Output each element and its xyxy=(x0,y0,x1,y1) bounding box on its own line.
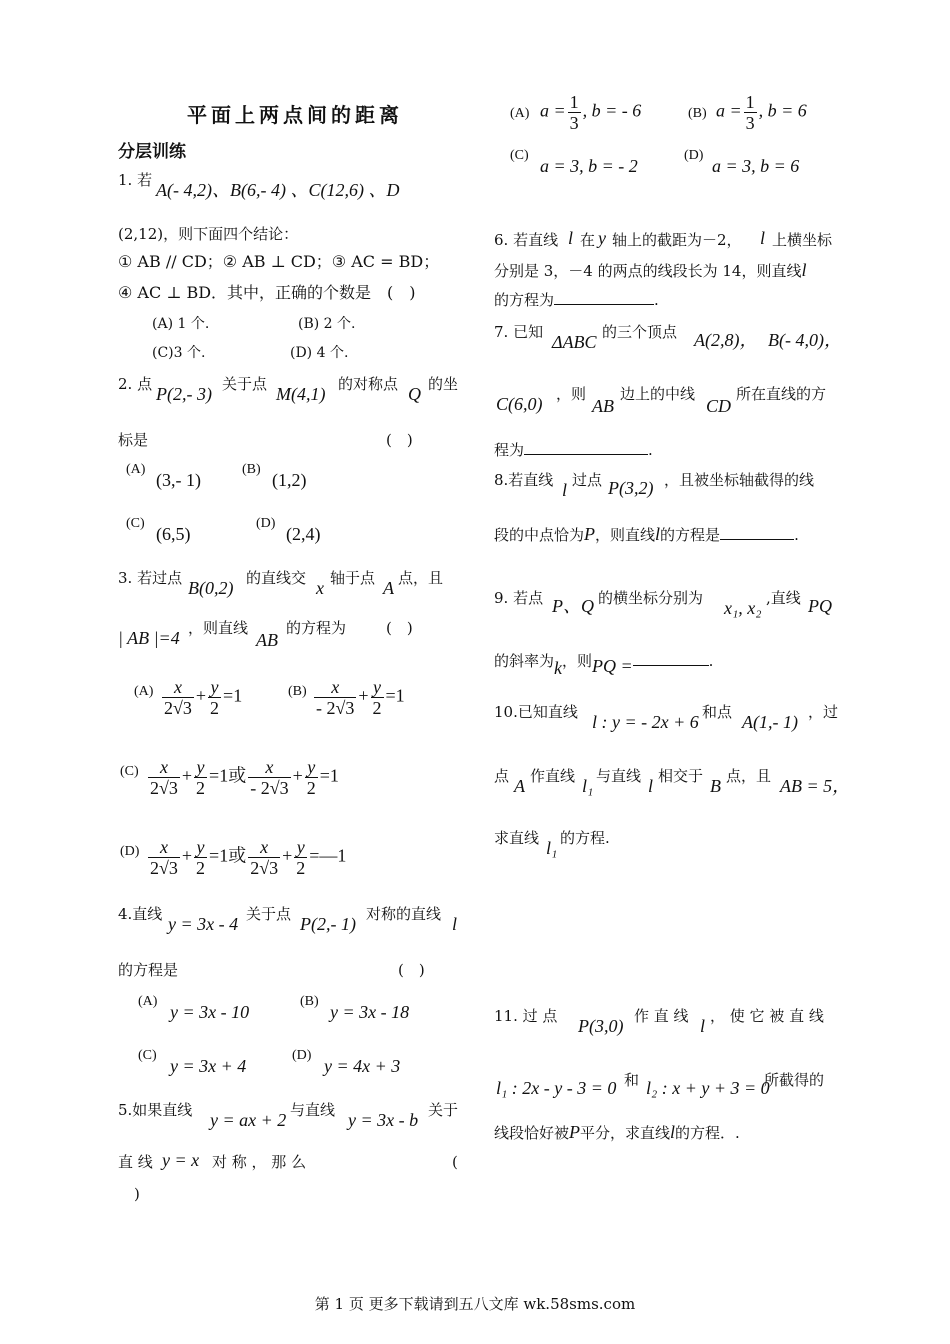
q8-p-var: P xyxy=(584,524,596,544)
q1-cont: (2,12)，则下面四个结论： xyxy=(118,225,299,243)
q5-yx: y = x xyxy=(162,1150,200,1170)
q10-line2c: 与直线 xyxy=(596,767,642,785)
q7-cd: CD xyxy=(706,396,732,416)
q7-point-b: B(- 4,0) xyxy=(768,330,824,350)
q5-p1: 5.如果直线 xyxy=(118,1101,193,1119)
q6-y: y xyxy=(598,228,606,248)
q4-option-a: y = 3x - 10 xyxy=(170,1002,250,1022)
q2-point-p: P(2,- 3) xyxy=(156,384,212,404)
q10-l1: l₁ xyxy=(582,776,594,796)
q2-p2: 关于点 xyxy=(222,375,268,393)
q6-p1: 6. 若直线 xyxy=(494,231,559,249)
q9-answer-blank[interactable] xyxy=(633,651,709,666)
q3-p4: 点，且 xyxy=(398,569,444,587)
q11-p4: 所截得的 xyxy=(764,1071,825,1089)
q3-option-c-label: (C) xyxy=(120,764,139,779)
q4-paren: ( ) xyxy=(398,961,425,979)
q11-p3: ， 使 它 被 直 线 xyxy=(710,1007,824,1025)
q7-p5: 所在直线的方 xyxy=(736,385,827,403)
q10-p2: 和点 xyxy=(702,703,733,721)
q2-option-a: (3,- 1) xyxy=(156,470,201,490)
q3-option-d: $\frac{x}{2√3}$ + $\frac{y}{2}$ =1或 $\frac{x}{2√3}$ + $\frac{y}{2}$ =—1 xyxy=(150,837,347,878)
q6-p3: 轴上的截距为－2， xyxy=(612,231,742,249)
q9-xs: x₁, x₂ xyxy=(724,598,762,618)
q11-l2-eq: l₂ : x + y + 3 = 0 xyxy=(646,1078,770,1098)
q6-answer-blank[interactable] xyxy=(554,290,654,305)
q9-p3: ,直线 xyxy=(766,589,801,607)
q4-p3: 对称的直线 xyxy=(366,905,442,923)
q5-option-c: a = 3, b = - 2 xyxy=(540,156,638,176)
q9-p1: 9. 若点 xyxy=(494,589,544,607)
q5-line2a: 直 线 xyxy=(118,1153,153,1171)
q11-p2: 作 直 线 xyxy=(634,1007,689,1025)
q4-p2: 关于点 xyxy=(246,905,292,923)
q3-abs: | AB |=4 xyxy=(118,628,180,648)
q5-option-c-label: (C) xyxy=(510,148,529,163)
q4-option-b-label: (B) xyxy=(300,994,319,1009)
q2-option-a-label: (A) xyxy=(126,462,146,477)
q11-point-p: P(3,0) xyxy=(578,1016,624,1036)
q2-p4: 的坐 xyxy=(428,375,459,393)
q4-option-c-label: (C) xyxy=(138,1048,157,1063)
q5-line2b: 对 称 ， 那 么 xyxy=(212,1153,307,1171)
q5-option-b: a = $\frac{1}{3}$ , b = 6 xyxy=(716,92,807,133)
page-title: 平面上两点间的距离 xyxy=(187,103,403,127)
q7-p1: 7. 已知 xyxy=(494,323,544,341)
q5-option-a: a = $\frac{1}{3}$ , b = - 6 xyxy=(540,92,642,133)
q9-p2: 的横坐标分别为 xyxy=(598,589,704,607)
q4-point-p: P(2,- 1) xyxy=(300,914,356,934)
q4-option-d: y = 4x + 3 xyxy=(324,1056,401,1076)
q5-option-d: a = 3, b = 6 xyxy=(712,156,800,176)
q7-answer-blank[interactable] xyxy=(524,440,648,455)
q8-l: l xyxy=(562,480,568,500)
q2-option-b-label: (B) xyxy=(242,462,261,477)
q11-p-var: P xyxy=(569,1122,581,1142)
q4-option-c: y = 3x + 4 xyxy=(170,1056,247,1076)
q9-k: k xyxy=(554,658,563,678)
q2-option-b: (1,2) xyxy=(272,470,307,490)
q4-line2: 的方程是 xyxy=(118,961,179,979)
q2-paren: ( ) xyxy=(386,431,413,449)
q11-p1: 11. 过 点 xyxy=(494,1007,558,1025)
q3-p6: 的方程为 xyxy=(286,619,347,637)
q2-point-m: M(4,1) xyxy=(276,384,326,404)
q3-p1: 3. 若过点 xyxy=(118,569,183,587)
q10-equation: l : y = - 2x + 6 xyxy=(592,712,699,732)
q3-option-a-label: (A) xyxy=(134,684,154,699)
q4-l: l xyxy=(452,914,458,934)
q3-option-c: $\frac{x}{2√3}$ + $\frac{y}{2}$ =1或 $\frac{x}{- 2√3}$ + $\frac{y}{2}$ =1 xyxy=(150,757,339,798)
q7-p2: 的三个顶点 xyxy=(602,323,678,341)
q1-conclusions-1: ① AB // CD；② AB ⊥ CD；③ AC = BD； xyxy=(118,252,440,271)
q7-point-c: C(6,0) xyxy=(496,394,543,414)
q10-p1: 10.已知直线 xyxy=(494,703,578,721)
q5-p3: 关于 xyxy=(428,1101,459,1119)
q10-a: A xyxy=(514,776,525,796)
q3-option-d-label: (D) xyxy=(120,844,140,859)
q8-p3: ，且被坐标轴截得的线 xyxy=(664,471,815,489)
q8-point-p: P(3,2) xyxy=(608,478,654,498)
q10-line2d: 相交于 xyxy=(658,767,704,785)
q10-line3b: 的方程. xyxy=(560,829,610,847)
q2-option-d: (2,4) xyxy=(286,524,321,544)
q5-option-a-label: (A) xyxy=(510,106,530,121)
q4-option-d-label: (D) xyxy=(292,1048,312,1063)
q4-p1: 4.直线 xyxy=(118,905,163,923)
q8-line2: 段的中点恰为 xyxy=(494,526,585,544)
q4-option-a-label: (A) xyxy=(138,994,158,1009)
q10-point-a: A(1,- 1) xyxy=(742,712,798,732)
q9-line2: 的斜率为 xyxy=(494,652,555,670)
q3-point-b: B(0,2) xyxy=(188,578,234,598)
q5-eq1: y = ax + 2 xyxy=(210,1110,287,1130)
q10-line2b: 作直线 xyxy=(530,767,576,785)
q2-line2: 标是 xyxy=(118,431,149,449)
q1-lead: 1. 若 xyxy=(118,171,153,189)
q9-pq-eq: PQ = xyxy=(592,656,633,676)
q2-point-q: Q xyxy=(408,384,421,404)
q5-paren-open: ( xyxy=(452,1153,458,1171)
q2-option-c: (6,5) xyxy=(156,524,191,544)
q8-p1: 8.若直线 xyxy=(494,471,554,489)
q3-paren: ( ) xyxy=(386,619,413,637)
q6-l2: l xyxy=(760,228,766,248)
q11-l1-eq: l₁ : 2x - y - 3 = 0 xyxy=(496,1078,617,1098)
q8-p2: 过点 xyxy=(572,471,603,489)
q11-and: 和 xyxy=(624,1071,640,1089)
q3-a: A xyxy=(383,578,394,598)
q8-answer-blank[interactable] xyxy=(720,525,794,540)
q5-paren-close: ) xyxy=(134,1185,140,1203)
q2-option-d-label: (D) xyxy=(256,516,276,531)
q1-conclusions-2: ④ AC ⊥ BD．其中，正确的个数是 ( ) xyxy=(118,283,416,302)
q7-ab: AB xyxy=(592,396,614,416)
q6-p2: 在 xyxy=(580,231,596,249)
q3-option-a: $\frac{x}{2√3}$ + $\frac{y}{2}$ =1 xyxy=(164,677,243,718)
q7-p3: ，则 xyxy=(556,385,587,403)
q7-point-a: A(2,8) xyxy=(694,330,740,350)
q3-p5: ，则直线 xyxy=(188,619,249,637)
q10-line2e: 点，且 xyxy=(726,767,772,785)
q2-p1: 2. 点 xyxy=(118,375,153,393)
q7-line3: 程为 xyxy=(494,441,525,459)
q2-option-c-label: (C) xyxy=(126,516,145,531)
q1-option-b: (B) 2 个. xyxy=(298,316,356,332)
section-subtitle: 分层训练 xyxy=(118,142,186,162)
q10-l: l xyxy=(648,776,654,796)
q10-p3: ，过 xyxy=(808,703,839,721)
q4-option-b: y = 3x - 18 xyxy=(330,1002,410,1022)
q11-line3a: 线段恰好被 xyxy=(494,1124,570,1142)
q5-p2: 与直线 xyxy=(290,1101,336,1119)
q10-l1-b: l₁ xyxy=(546,838,558,858)
q3-option-b-label: (B) xyxy=(288,684,307,699)
q5-eq2: y = 3x - b xyxy=(348,1110,419,1130)
q3-option-b: $\frac{x}{- 2√3}$ + $\frac{y}{2}$ =1 xyxy=(316,677,405,718)
q6-line3: 的方程为 xyxy=(494,291,555,309)
q7-p4: 边上的中线 xyxy=(620,385,696,403)
q6-line2: 分别是 3，－4 的两点的线段长为 14，则直线 xyxy=(494,262,802,280)
q3-ab: AB xyxy=(256,630,278,650)
q10-b: B xyxy=(710,776,721,796)
q3-x: x xyxy=(316,578,324,598)
q11-l: l xyxy=(700,1016,706,1036)
q10-line2a: 点 xyxy=(494,767,510,785)
q1-option-a: (A) 1 个. xyxy=(152,316,210,332)
q4-equation: y = 3x - 4 xyxy=(168,914,239,934)
q3-p3: 轴于点 xyxy=(330,569,376,587)
q6-l: l xyxy=(568,228,574,248)
q9-pq-line: PQ xyxy=(808,596,832,616)
q10-ab-eq: AB = 5 xyxy=(780,776,833,796)
q1-option-d: (D) 4 个. xyxy=(290,345,349,361)
q3-p2: 的直线交 xyxy=(246,569,307,587)
q6-p4: 上横坐标 xyxy=(772,231,833,249)
q2-p3: 的对称点 xyxy=(338,375,399,393)
page-footer: 第 1 页 更多下载请到五八文库 wk.58sms.com xyxy=(314,1295,636,1313)
q9-pq: P、Q xyxy=(552,596,594,616)
q5-option-b-label: (B) xyxy=(688,106,707,121)
q1-points: A(- 4,2)、B(6,- 4) 、C(12,6) 、D xyxy=(156,180,400,200)
q1-option-c: (C)3 个. xyxy=(152,345,206,361)
q7-triangle: ΔABC xyxy=(552,332,597,352)
q10-line3a: 求直线 xyxy=(494,829,540,847)
q5-option-d-label: (D) xyxy=(684,148,704,163)
